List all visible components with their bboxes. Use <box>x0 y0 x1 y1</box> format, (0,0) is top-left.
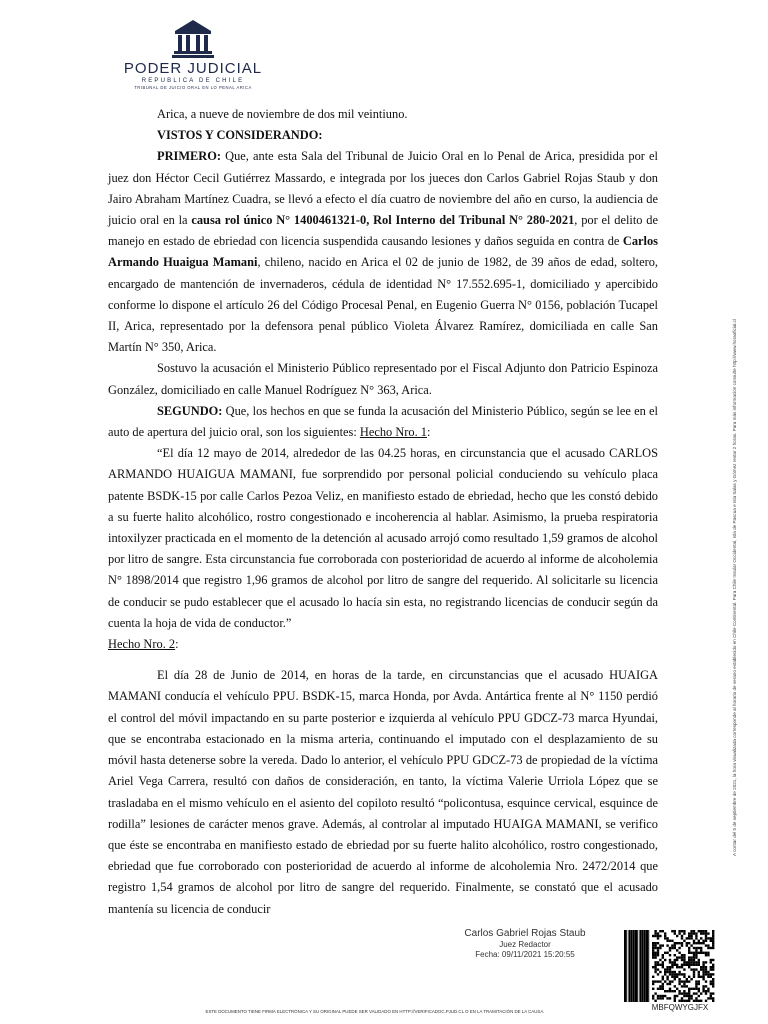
qr-code-icon <box>622 928 716 1004</box>
primero-paragraph <box>108 146 658 358</box>
primero-text-c: , por el delito de manejo en estado de ebriedad con licencia suspendida causando lesiones y daños seguida en contra de <box>108 213 658 249</box>
signature-date: Fecha: 09/11/2021 15:20:55 <box>475 950 575 959</box>
defendant-name: Carlos Armando Huaigua Mamani <box>108 234 658 270</box>
hecho1-colon: : <box>427 425 431 440</box>
hecho2-heading <box>108 634 658 655</box>
tribunal-subtitle: TRIBUNAL DE JUICIO ORAL EN LO PENAL ARICA <box>134 85 252 90</box>
signer-role: Juez Redactor <box>499 940 551 949</box>
segundo-label: SEGUNDO: <box>157 403 223 418</box>
document-body <box>108 104 658 920</box>
footer-notice: ESTE DOCUMENTO TIENE FIRMA ELECTRÓNICA Y SU ORIGINAL PUEDE SER VALIDADO EN HTTP://VERIFICADOC.PJUD.CL O EN LA TRAMITACIÓN DE LA CAUSA. <box>205 1009 545 1014</box>
verification-code: MBFQWYGJFX <box>651 1003 709 1012</box>
segundo-paragraph <box>108 401 658 443</box>
hecho2-paragraph: El día 28 de Junio de 2014, en horas de la tarde, en circunstancias que el acusado HUAIGA MAMANI conducía el vehículo PPU. BSDK-15, marca Honda, por Avda. Antártica frente al N° 1150 perdió el control del móvil impactando en su parte posterior e izquierda al vehículo PPU GDCZ-73 marca Hyundai, que se encontraba estacionado en la misma arteria, continuando el imputado con el desplazamiento de su móvil hasta detenerse sobre la vereda. Dado lo anterior, el vehículo PPU GDCZ-73 de propiedad de la víctima Ariel Vega Carrera, resultó con daños de consideración, en tanto, la víctima Valerie Urriola López que se trasladaba en el mismo vehículo en el asiento del copiloto resultó “policontusa, esquince cervical, esquince de rodilla” lesiones de carácter menos grave. Además, al controlar al imputado HUAIGA MAMANI, se verifico que éste se encontraba en manifiesto estado de ebriedad por su fuerte halito alcohólico, rostro congestionado, ebriedad que fue corroborado con posterioridad de acuerdo al informe de alcoholemia Nro. 2472/2014 que registro 1,54 gramos de alcohol por litro de sangre del requerido. Finalmente, se constató que el acusado mantenía su licencia de conducir <box>108 668 658 916</box>
segundo-text: Que, los hechos en que se funda la acusación del Ministerio Público, según se lee en el auto de apertura del juicio oral, son los siguientes: <box>108 403 658 440</box>
side-note <box>732 156 752 856</box>
hecho2-colon: : <box>175 637 179 652</box>
hecho2-label: Hecho Nro. 2 <box>108 637 176 652</box>
primero-text-a: Que, ante esta Sala del Tribunal de Juicio Oral en lo Penal de Arica, presidida por el juez don Héctor Cecil Gutiérrez Massardo, e integrada por los jueces don Carlos Gabriel Rojas Staub y don Jairo Abraham Martínez Cuadra, se llevó a efecto el día cuatro de noviembre del año en curso, la audiencia de juicio oral en la <box>108 149 658 228</box>
case-number: causa rol único N° 1400461321-0, Rol Interno del Tribunal N° 280-2021 <box>191 213 575 228</box>
primero-text-e: , chileno, nacido en Arica el 02 de junio de 1982, de 39 años de edad, soltero, encargado de mantención de invernaderos, cédula de identidad N° 17.552.695-1, domiciliado y apercibido conforme lo dispone el artículo 26 del Código Procesal Penal, en Eugenio Guerra N° 0156, población Tucapel II, Arica, representado por la defensora penal público Violeta Álvarez Ramírez, domiciliada en calle San Martín N° 350, Arica. <box>108 255 659 355</box>
poder-judicial-logo-icon <box>172 18 214 58</box>
vistos-heading: VISTOS Y CONSIDERANDO: <box>157 128 323 143</box>
republic-subtitle: REPUBLICA DE CHILE <box>141 78 245 84</box>
signer-name: Carlos Gabriel Rojas Staub <box>464 928 586 939</box>
page-header <box>118 18 268 90</box>
document-date: Arica, a nueve de noviembre de dos mil veintiuno. <box>157 107 408 121</box>
hecho1-label: Hecho Nro. 1 <box>359 425 427 440</box>
brand-name: PODER JUDICIAL <box>123 60 263 77</box>
sostuvo-paragraph: Sostuvo la acusación el Ministerio Público representado por el Fiscal Adjunto don Patricio Espinoza González, domiciliado en calle Manuel Rodríguez N° 363, Arica. <box>108 361 658 397</box>
side-note-text: A contar del 5 de septiembre de 2021, la hora visualizada corresponde al horario de verano establecido en Chile Continental. Para Chile Insular Occidental, Isla de Pascua e Isla Salas y Gómez restar 2 horas. Para más información consulte http://www.horaoficial.cl <box>732 319 737 856</box>
hecho1-paragraph: “El día 12 mayo de 2014, alrededor de las 04.25 horas, en circunstancia que el acusado CARLOS ARMANDO HUAIGUA MAMANI, fue sorprendido por personal policial conduciendo su vehículo placa patente BSDK-15 por calle Carlos Pezoa Veliz, en manifiesto estado de ebriedad, hecho que les constó debido a su fuerte halito alcohólico, rostro congestionado e incoherencia al hablar. Asimismo, la prueba respiratoria intoxilyzer practicada en el momento de la detención al acusado arrojó como resultado 1,59 gramos de alcohol por litro de sangre. Esta circunstancia fue corroborada con posterioridad de acuerdo al informe de alcoholemia N° 1898/2014 que registro 1,96 gramos de alcohol por litro de sangre del requerido. Al solicitarle su licencia de conducir se pudo establecer que el acusado lo hacía sin esta, no registrando licencias de conducir según da cuenta la hoja de vida de conductor.” <box>108 446 658 630</box>
primero-label: PRIMERO: <box>157 149 222 164</box>
signature-block <box>430 928 620 960</box>
